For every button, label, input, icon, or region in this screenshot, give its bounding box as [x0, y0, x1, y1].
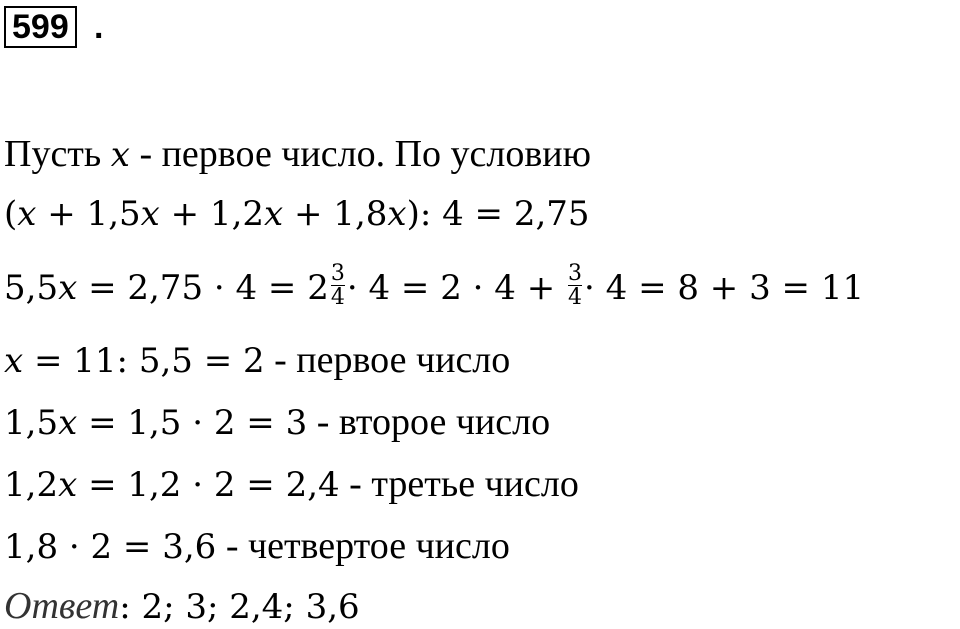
step-expression: = 1,5 · 2 = 3 [77, 403, 308, 443]
paren-open: ( [4, 194, 18, 234]
step-note: - четвертое число [216, 525, 510, 567]
fraction-numerator: 3 [330, 261, 345, 286]
fraction-denominator: 4 [568, 285, 583, 310]
step-coef: 1,2 [4, 465, 59, 505]
equation-compute [4, 261, 865, 313]
variable-x: x [58, 268, 78, 308]
equation-rest: ): 4 = 2,75 [406, 194, 590, 234]
intro-text-end: - первое число. По условию [129, 133, 592, 175]
intro-line [4, 132, 591, 177]
answer-label: Ответ [4, 585, 120, 627]
answer-line [4, 584, 360, 629]
variable-x: x [4, 341, 24, 381]
step-first-number [4, 338, 510, 383]
step-fourth-number [4, 524, 510, 569]
expr-part: · 4 = 8 + 3 = 11 [584, 268, 865, 308]
intro-text-start: Пусть [4, 133, 111, 175]
step-note: - второе число [307, 401, 551, 443]
step-note: - третье число [339, 463, 579, 505]
step-note: - первое число [264, 339, 511, 381]
variable-x: x [110, 135, 130, 175]
variable-x: x [17, 194, 37, 234]
variable-x: x [58, 403, 78, 443]
fraction-numerator: 3 [568, 261, 583, 286]
term-coef: + 1,8 [283, 194, 388, 234]
step-third-number [4, 462, 579, 507]
fraction-denominator: 4 [330, 285, 345, 310]
variable-x: x [264, 194, 284, 234]
fraction-three-quarters [331, 263, 345, 309]
term-coef: + 1,5 [36, 194, 141, 234]
fraction-three-quarters [568, 263, 582, 309]
expr-part: · 4 = 2 · 4 + [346, 268, 567, 308]
step-expression: = 1,2 · 2 = 2,4 [77, 465, 340, 505]
expr-part: = 2,75 · 4 = 2 [77, 268, 329, 308]
equation-sum [4, 192, 590, 236]
lhs-coef: 5,5 [4, 268, 59, 308]
problem-number-dot: . [94, 8, 104, 46]
step-coef: 1,5 [4, 403, 59, 443]
answer-values: : 2; 3; 2,4; 3,6 [119, 587, 360, 627]
term-coef: + 1,2 [159, 194, 265, 234]
step-expression: = 11: 5,5 = 2 [23, 341, 265, 381]
variable-x: x [58, 465, 78, 505]
variable-x: x [387, 194, 407, 234]
problem-number: 599 [4, 6, 77, 48]
variable-x: x [140, 194, 160, 234]
step-second-number [4, 400, 550, 445]
step-expression: 1,8 · 2 = 3,6 [4, 527, 217, 567]
